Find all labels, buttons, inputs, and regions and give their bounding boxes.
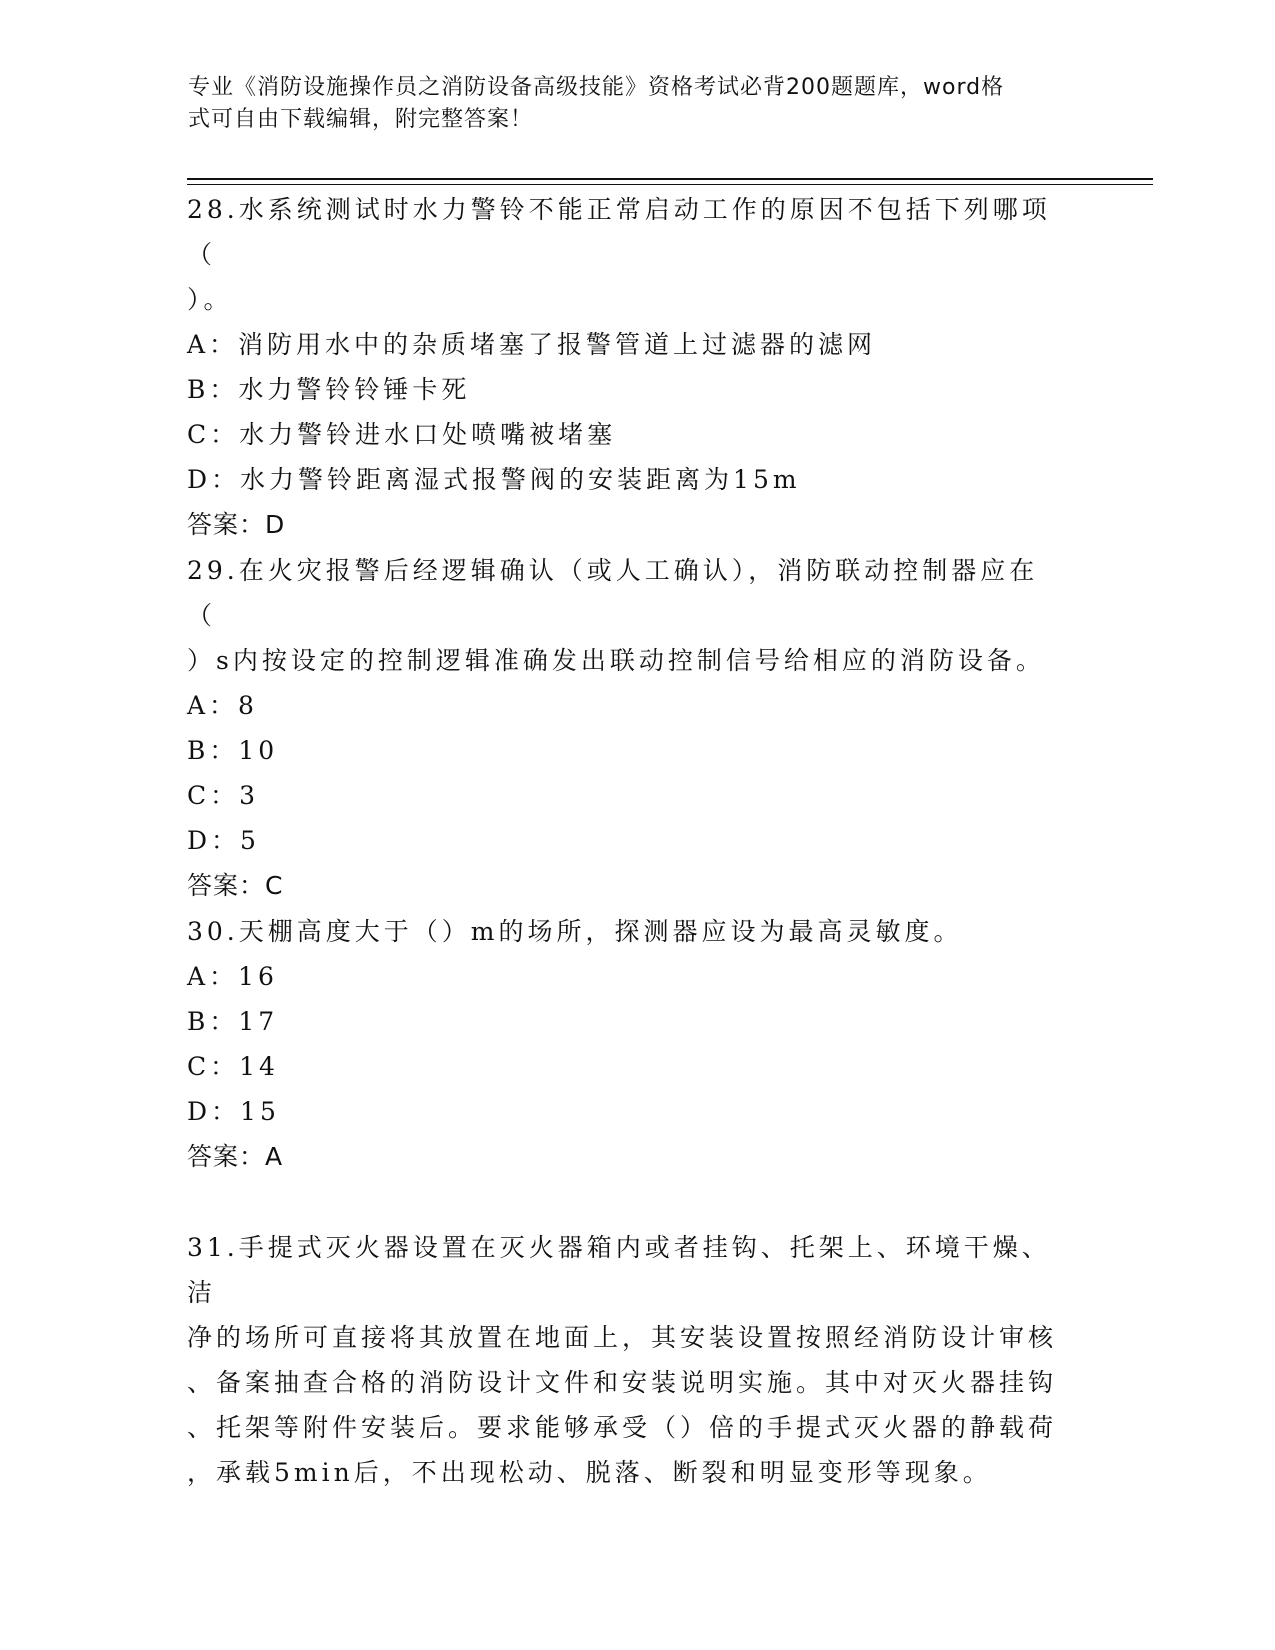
answer: 答案：C bbox=[187, 871, 284, 900]
option-b: B：17 bbox=[187, 1007, 279, 1036]
question-29 bbox=[187, 548, 1067, 908]
question-text-line: 31.手提式灭火器设置在灭火器箱内或者挂钩、托架上、环境干燥、洁 bbox=[187, 1233, 1051, 1307]
header-divider-thin bbox=[187, 184, 1153, 185]
header-line-1: 专业《消防设施操作员之消防设备高级技能》资格考试必背200题题库，word格 bbox=[188, 75, 1005, 100]
option-a: A：8 bbox=[187, 691, 258, 720]
question-text-line: 30.天棚高度大于（）m的场所，探测器应设为最高灵敏度。 bbox=[187, 917, 963, 946]
question-31 bbox=[187, 1225, 1067, 1495]
header-divider-thick bbox=[187, 178, 1153, 180]
answer: 答案：A bbox=[187, 1142, 284, 1171]
question-text-line: 29.在火灾报警后经逻辑确认（或人工确认），消防联动控制器应在（ bbox=[187, 556, 1039, 630]
option-d: D：5 bbox=[187, 826, 260, 855]
option-c: C：14 bbox=[187, 1052, 279, 1081]
header-line-2: 式可自由下载编辑，附完整答案！ bbox=[188, 107, 534, 132]
question-text-line: 净的场所可直接将其放置在地面上，其安装设置按照经消防设计审核 bbox=[187, 1323, 1058, 1352]
option-d: D：水力警铃距离湿式报警阀的安装距离为15m bbox=[187, 465, 801, 494]
option-c: C：3 bbox=[187, 781, 260, 810]
question-text-line: 、托架等附件安装后。要求能够承受（）倍的手提式灭火器的静载荷 bbox=[187, 1413, 1058, 1442]
question-text-line: 28.水系统测试时水力警铃不能正常启动工作的原因不包括下列哪项（ bbox=[187, 195, 1051, 269]
question-30 bbox=[187, 909, 1067, 1179]
option-b: B：水力警铃铃锤卡死 bbox=[187, 375, 471, 404]
option-c: C：水力警铃进水口处喷嘴被堵塞 bbox=[187, 420, 617, 449]
question-text-line: ）s内按设定的控制逻辑准确发出联动控制信号给相应的消防设备。 bbox=[187, 646, 1045, 675]
question-text-line: 、备案抽查合格的消防设计文件和安装说明实施。其中对灭火器挂钩 bbox=[187, 1368, 1058, 1397]
option-b: B：10 bbox=[187, 736, 279, 765]
document-header bbox=[188, 72, 1068, 136]
question-text-line: ）。 bbox=[187, 285, 233, 314]
question-text-line: ，承载5min后，不出现松动、脱落、断裂和明显变形等现象。 bbox=[187, 1458, 992, 1487]
option-a: A：消防用水中的杂质堵塞了报警管道上过滤器的滤网 bbox=[187, 330, 877, 359]
question-28 bbox=[187, 187, 1067, 547]
option-d: D：15 bbox=[187, 1097, 280, 1126]
option-a: A：16 bbox=[187, 962, 278, 991]
answer: 答案：D bbox=[187, 510, 286, 539]
